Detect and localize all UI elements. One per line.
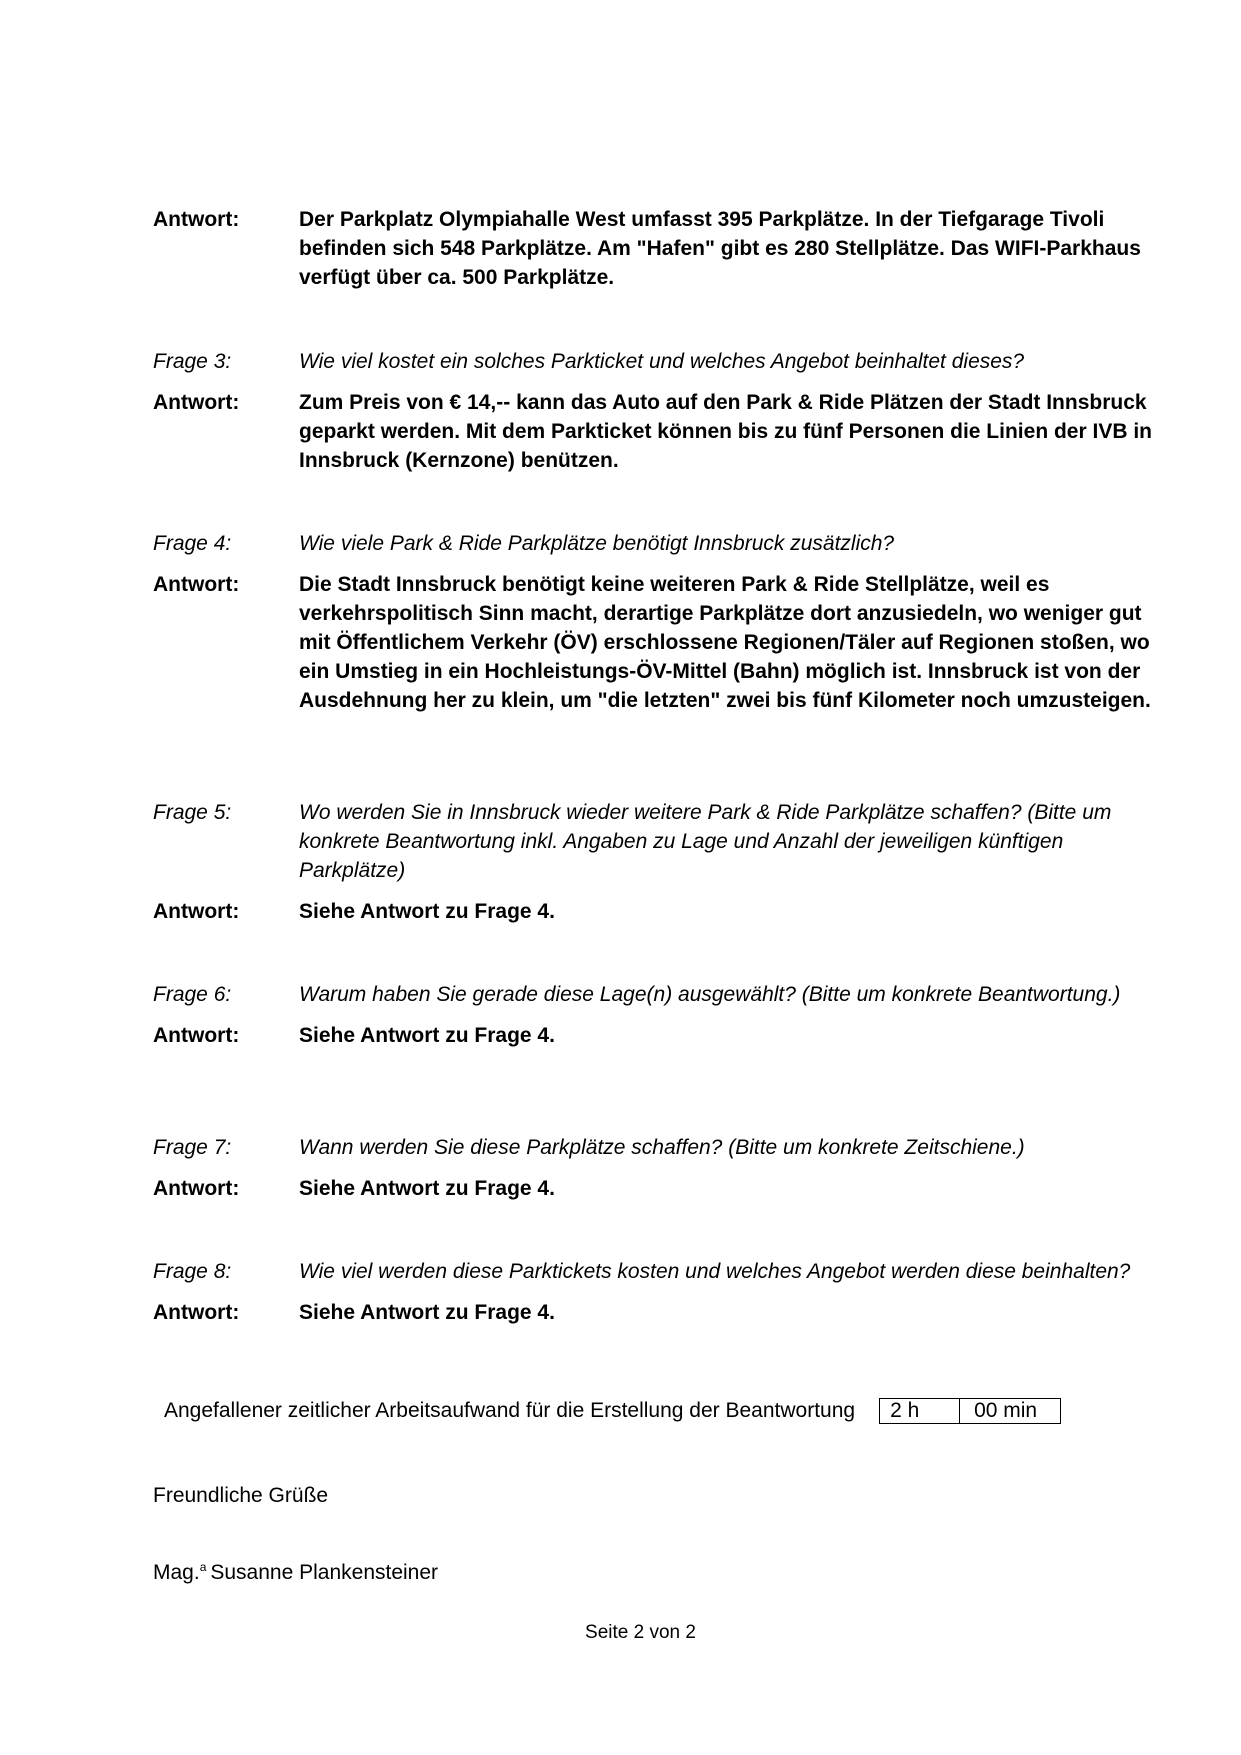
work-effort-box [879, 1398, 1061, 1424]
answer-label: Antwort: [153, 391, 240, 414]
question-text: Warum haben Sie gerade diese Lage(n) ausgewählt? (Bitte um konkrete Beantwortung.) [299, 983, 1121, 1006]
question-row [153, 798, 1153, 885]
answer-row [153, 1298, 1153, 1327]
question-label: Frage 5: [153, 801, 232, 824]
work-effort-minutes: 00 min [959, 1399, 1060, 1423]
signature-title-superscript: a [199, 1560, 207, 1574]
answer-label: Antwort: [153, 1024, 240, 1047]
answer-text: Zum Preis von € 14,-- kann das Auto auf den Park & Ride Plätzen der Stadt Innsbruck geparkt werden. Mit dem Parkticket können bis zu fünf Personen die Linien der IVB in Innsbruck (Kernzone) benützen. [299, 391, 1152, 472]
question-text: Wie viel werden diese Parktickets kosten und welches Angebot werden diese beinhalten? [299, 1260, 1131, 1283]
answer-text: Der Parkplatz Olympiahalle West umfasst 395 Parkplätze. In der Tiefgarage Tivoli befinden sich 548 Parkplätze. Am "Hafen" gibt es 280 Stellplätze. Das WIFI-Parkhaus verfügt über ca. 500 Parkplätze. [299, 208, 1141, 289]
answer-text: Siehe Antwort zu Frage 4. [299, 1301, 555, 1324]
answer-label: Antwort: [153, 208, 240, 231]
work-effort-label: Angefallener zeitlicher Arbeitsaufwand für die Erstellung der Beantwortung [164, 1399, 856, 1422]
qa-block-4 [153, 529, 1153, 715]
answer-text: Die Stadt Innsbruck benötigt keine weiteren Park & Ride Stellplätze, weil es verkehrspolitisch Sinn macht, derartige Parkplätze dort anzusiedeln, wo weniger gut mit Öffentlichem Verkehr (ÖV) erschlossene Regionen/Täler auf Regionen stoßen, wo ein Umstieg in ein Hochleistungs-ÖV-Mittel (Bahn) möglich ist. Innsbruck ist von der Ausdehnung her zu klein, um "die letzten" zwei bis fünf Kilometer noch umzusteigen. [299, 573, 1151, 712]
signature-name: Susanne Plankensteiner [210, 1561, 439, 1584]
qa-block-6 [153, 980, 1153, 1050]
answer-text: Siehe Antwort zu Frage 4. [299, 900, 555, 923]
closing-greeting: Freundliche Grüße [153, 1484, 329, 1507]
signature-title: Mag. [153, 1561, 200, 1584]
qa-block-3 [153, 347, 1153, 475]
work-effort-hours: 2 h [890, 1399, 920, 1422]
answer-row [153, 1174, 1153, 1203]
question-text: Wo werden Sie in Innsbruck wieder weitere Park & Ride Parkplätze schaffen? (Bitte um konkrete Beantwortung inkl. Angaben zu Lage und Anzahl der jeweiligen künftigen Parkplätze) [299, 801, 1112, 882]
question-row [153, 1257, 1153, 1286]
question-label: Frage 6: [153, 983, 232, 1006]
question-label: Frage 8: [153, 1260, 232, 1283]
answer-row [153, 570, 1153, 715]
qa-block-7 [153, 1133, 1153, 1203]
qa-block-8 [153, 1257, 1153, 1327]
work-effort-row [164, 1398, 1061, 1424]
signature [153, 1553, 438, 1587]
answer-row [153, 1021, 1153, 1050]
question-row [153, 529, 1153, 558]
question-label: Frage 7: [153, 1136, 232, 1159]
answer-text: Siehe Antwort zu Frage 4. [299, 1177, 555, 1200]
page-footer: Seite 2 von 2 [585, 1622, 696, 1643]
question-text: Wann werden Sie diese Parkplätze schaffen? (Bitte um konkrete Zeitschiene.) [299, 1136, 1025, 1159]
question-text: Wie viele Park & Ride Parkplätze benötigt Innsbruck zusätzlich? [299, 532, 895, 555]
answer-label: Antwort: [153, 1177, 240, 1200]
answer-row [153, 897, 1153, 926]
question-row [153, 980, 1153, 1009]
answer-label: Antwort: [153, 573, 240, 596]
answer-row [153, 205, 1153, 292]
question-label: Frage 4: [153, 532, 232, 555]
question-label: Frage 3: [153, 350, 232, 373]
answer-label: Antwort: [153, 900, 240, 923]
qa-block-2 [153, 205, 1153, 292]
answer-text: Siehe Antwort zu Frage 4. [299, 1024, 555, 1047]
question-row [153, 1133, 1153, 1162]
answer-row [153, 388, 1153, 475]
answer-label: Antwort: [153, 1301, 240, 1324]
question-row [153, 347, 1153, 376]
qa-block-5 [153, 798, 1153, 926]
question-text: Wie viel kostet ein solches Parkticket und welches Angebot beinhaltet dieses? [299, 350, 1025, 373]
